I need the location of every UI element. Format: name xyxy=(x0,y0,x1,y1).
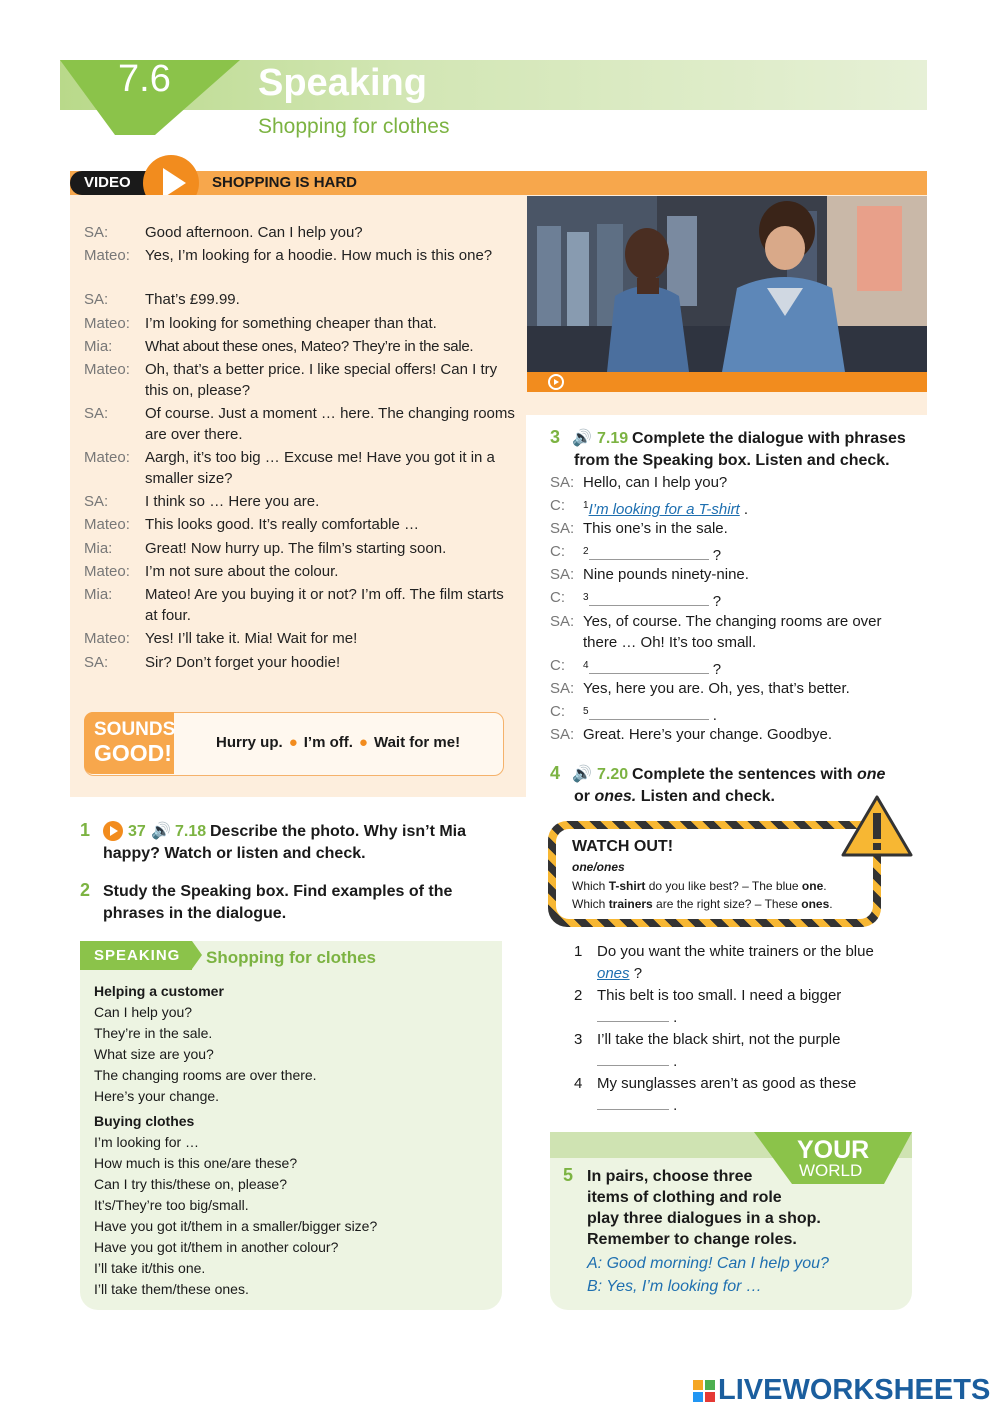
instruction-part: Listen and check. xyxy=(636,788,775,805)
text-part: ones xyxy=(801,897,830,911)
example-line: B: Yes, I’m looking for … xyxy=(587,1278,762,1295)
exercise-number: 4 xyxy=(550,763,561,783)
speaker: Mateo: xyxy=(84,247,130,264)
video-still-photo[interactable] xyxy=(527,196,927,372)
instruction-part: Complete the sentences with xyxy=(632,766,857,783)
instruction-part: one xyxy=(856,766,886,783)
audio-track[interactable]: 7.20 xyxy=(597,766,629,783)
audio-track[interactable]: 7.18 xyxy=(175,823,207,840)
line-text: Of course. Just a moment … here. The changing rooms are over there. xyxy=(145,405,515,443)
speaker: Mia: xyxy=(84,586,113,603)
dialogue-line xyxy=(550,564,749,585)
exercise-instruction: from the Speaking box. Listen and check. xyxy=(574,452,890,469)
audio-track[interactable]: 7.19 xyxy=(597,430,629,447)
dialogue-line xyxy=(84,628,514,649)
punctuation: ? xyxy=(712,661,722,678)
speaker: C: xyxy=(550,497,565,514)
section-heading: Buying clothes xyxy=(94,1113,195,1129)
answer-field[interactable] xyxy=(597,1007,669,1022)
speaker: C: xyxy=(550,543,565,560)
video-label: VIDEO xyxy=(84,174,131,191)
line-text: I think so … Here you are. xyxy=(145,493,320,510)
dialogue-line xyxy=(84,514,514,535)
dialogue-line xyxy=(84,538,514,559)
answer-field[interactable] xyxy=(589,545,709,560)
text-part: are the right size? – These xyxy=(652,897,802,911)
phrase-item: It’s/They’re too big/small. xyxy=(94,1197,249,1213)
line-text: This looks good. It’s really comfortable … xyxy=(145,516,420,533)
dialogue-line xyxy=(550,611,882,653)
line-text: there … Oh! It’s too small. xyxy=(583,634,757,651)
line-text: Great! Now hurry up. The film’s starting soon. xyxy=(145,540,447,557)
exercise-number: 1 xyxy=(80,820,91,840)
phrase-item: How much is this one/are these? xyxy=(94,1155,298,1171)
exercise-instruction: Describe the photo. Why isn’t Mia xyxy=(210,823,467,840)
item-text: Do you want the white trainers or the blue xyxy=(597,943,874,960)
dialogue-line xyxy=(550,724,832,745)
line-text: Good afternoon. Can I help you? xyxy=(145,224,363,241)
dialogue-line xyxy=(550,472,727,493)
dialogue-line xyxy=(550,541,721,566)
line-text: Yes! I’ll take it. Mia! Wait for me! xyxy=(145,630,358,647)
phrase-item: The changing rooms are over there. xyxy=(94,1067,317,1083)
text-part: trainers xyxy=(608,897,653,911)
speaker: Mateo: xyxy=(84,315,130,332)
line-text: Great. Here’s your change. Goodbye. xyxy=(583,726,833,743)
item-number: 1 xyxy=(574,943,583,960)
speaker: Mia: xyxy=(84,338,113,355)
sounds-good-phrases xyxy=(216,734,460,751)
item-number: 2 xyxy=(574,987,583,1004)
line-text: I’m not sure about the colour. xyxy=(145,563,339,580)
speaker: C: xyxy=(550,589,565,606)
phrase-item: Have you got it/them in another colour? xyxy=(94,1239,339,1255)
exercise-number: 5 xyxy=(563,1165,574,1185)
speaker: SA: xyxy=(84,405,109,422)
watch-out-title: WATCH OUT! xyxy=(572,838,674,855)
punctuation: . xyxy=(673,1053,678,1070)
video-title: SHOPPING IS HARD xyxy=(212,174,358,191)
phrase: Hurry up. xyxy=(216,734,283,751)
speaker: SA: xyxy=(550,726,575,743)
exercise-instruction: happy? Watch or listen and check. xyxy=(103,845,366,862)
speaker: Mateo: xyxy=(84,449,130,466)
line-text: Yes, here you are. Oh, yes, that’s better. xyxy=(583,680,850,697)
phrase-item: Can I try this/these on, please? xyxy=(94,1176,287,1192)
dialogue-line xyxy=(84,447,514,489)
phrase-item: I’ll take it/this one. xyxy=(94,1260,206,1276)
speaking-tag-arrow xyxy=(192,941,202,969)
play-triangle-icon xyxy=(550,376,562,388)
play-icon[interactable] xyxy=(548,374,564,390)
dialogue-line xyxy=(84,584,514,626)
exercise-instruction: Remember to change roles. xyxy=(587,1231,797,1248)
line-text: I’m looking for something cheaper than that. xyxy=(145,315,437,332)
exercise-item xyxy=(574,1029,914,1073)
liveworksheets-logo-icon xyxy=(693,1380,715,1402)
dialogue-line xyxy=(84,313,514,334)
punctuation: . xyxy=(673,1097,678,1114)
bullet-icon: ● xyxy=(288,734,298,751)
line-text: Mateo! Are you buying it or not? I’m off. The film starts at four. xyxy=(145,586,504,624)
dialogue-line xyxy=(550,701,717,726)
exercise-item xyxy=(574,1073,914,1117)
your-world-word1: YOUR xyxy=(797,1136,870,1164)
line-text: Yes, I’m looking for a hoodie. How much is this one? xyxy=(145,247,493,264)
text-part: Which xyxy=(572,879,609,893)
sounds-good-word2: GOOD! xyxy=(94,740,172,766)
dialogue-line xyxy=(84,222,514,243)
exercise-instruction xyxy=(632,764,885,785)
line-text: That’s £99.99. xyxy=(145,291,240,308)
line-text: This one’s in the sale. xyxy=(583,520,728,537)
video-progress-bar[interactable] xyxy=(527,372,927,392)
instruction-part: or xyxy=(574,788,595,805)
item-text: My sunglasses aren’t as good as these xyxy=(597,1075,857,1092)
phrase-item: I’ll take them/these ones. xyxy=(94,1281,249,1297)
gap-number: 2 xyxy=(583,546,589,557)
phrase-item: Have you got it/them in a smaller/bigger size? xyxy=(94,1218,378,1234)
phrase: I’m off. xyxy=(303,734,353,751)
text-part: Which xyxy=(572,897,609,911)
lesson-title: Speaking xyxy=(258,62,427,104)
punctuation: ? xyxy=(712,547,722,564)
watch-out-subtitle: one/ones xyxy=(572,860,625,874)
lesson-number: 7.6 xyxy=(118,58,171,100)
line-text: Hello, can I help you? xyxy=(583,474,728,491)
answer-field[interactable] xyxy=(589,705,709,720)
speaker: Mia: xyxy=(84,540,113,557)
speaker: SA: xyxy=(84,224,109,241)
gap-number: 5 xyxy=(583,706,589,717)
item-text: I’ll take the black shirt, not the purple xyxy=(597,1031,841,1048)
shop-photo-illustration xyxy=(527,196,927,372)
speaker: SA: xyxy=(550,520,575,537)
punctuation: ? xyxy=(633,965,643,982)
speaker: SA: xyxy=(550,566,575,583)
line-text: Aargh, it’s too big … Excuse me! Have you got it in a smaller size? xyxy=(145,449,495,487)
punctuation: . xyxy=(673,1009,678,1026)
lesson-subtitle: Shopping for clothes xyxy=(258,115,450,138)
exercise-number: 2 xyxy=(80,880,91,900)
text-part: do you like best? – The blue xyxy=(645,879,802,893)
dialogue-line xyxy=(550,655,721,680)
speaking-title: Shopping for clothes xyxy=(206,948,376,967)
dialogue-line xyxy=(84,652,514,673)
line-text: Nine pounds ninety-nine. xyxy=(583,566,749,583)
answer-field[interactable] xyxy=(597,1095,669,1110)
speaker: SA: xyxy=(84,493,109,510)
gap-number: 1 xyxy=(583,500,589,511)
watch-out-example: Which T-shirt do you like best? – The blue one. xyxy=(572,879,827,893)
exercise-instruction: items of clothing and role xyxy=(587,1189,782,1206)
dialogue-line xyxy=(550,587,721,612)
bullet-icon: ● xyxy=(358,734,368,751)
dialogue-line xyxy=(84,403,514,445)
dialogue-line xyxy=(84,561,514,582)
item-number: 4 xyxy=(574,1075,583,1092)
item-number: 3 xyxy=(574,1031,583,1048)
exercise-instruction: Study the Speaking box. Find examples of the xyxy=(103,883,453,900)
your-world-word2: WORLD xyxy=(799,1161,863,1180)
warning-icon xyxy=(840,793,914,859)
phrase: Wait for me! xyxy=(373,734,461,751)
instruction-part: ones. xyxy=(594,788,637,805)
phrase-item: I’m looking for … xyxy=(94,1134,200,1150)
exercise-item xyxy=(574,941,914,985)
punctuation: ? xyxy=(712,593,722,610)
exercise-item xyxy=(574,985,914,1029)
item-text: This belt is too small. I need a bigger xyxy=(597,987,842,1004)
text-part: one xyxy=(801,879,824,893)
text-part: T-shirt xyxy=(608,879,646,893)
line-text: Oh, that’s a better price. I like special offers! Can I try this on, please? xyxy=(145,361,498,399)
dialogue-line xyxy=(550,495,748,520)
speaker: SA: xyxy=(550,474,575,491)
example-line: A: Good morning! Can I help you? xyxy=(587,1255,829,1272)
play-icon xyxy=(103,821,123,841)
speaker: Mateo: xyxy=(84,563,130,580)
dialogue-line xyxy=(84,491,514,512)
dialogue-line xyxy=(84,245,514,266)
exercise-instruction: play three dialogues in a shop. xyxy=(587,1210,821,1227)
speaking-label: SPEAKING xyxy=(94,947,181,964)
line-text: Sir? Don’t forget your hoodie! xyxy=(145,654,341,671)
liveworksheets-brand[interactable]: LIVEWORKSHEETS xyxy=(718,1374,991,1406)
audio-icon[interactable]: 🔊 xyxy=(572,430,592,447)
exercise-instruction: Complete the dialogue with phrases xyxy=(632,430,906,447)
exercise-instruction xyxy=(574,786,775,807)
answer-field[interactable]: ones xyxy=(597,965,630,982)
answer-field[interactable] xyxy=(589,591,709,606)
phrase-item: What size are you? xyxy=(94,1046,214,1062)
speaker: C: xyxy=(550,657,565,674)
speaker: C: xyxy=(550,703,565,720)
speaker: SA: xyxy=(550,680,575,697)
section-heading: Helping a customer xyxy=(94,983,224,999)
dialogue-line xyxy=(550,518,728,539)
phrase-item: Can I help you? xyxy=(94,1004,193,1020)
speaker: Mateo: xyxy=(84,630,130,647)
speaker: Mateo: xyxy=(84,361,130,378)
audio-icon[interactable]: 🔊 xyxy=(151,823,171,840)
exercise-instruction: phrases in the dialogue. xyxy=(103,905,287,922)
answer-field[interactable] xyxy=(589,659,709,674)
watch-out-example: Which trainers are the right size? – These ones. xyxy=(572,897,833,911)
dialogue-line xyxy=(84,289,514,310)
video-number: 37 xyxy=(128,823,146,840)
answer-field[interactable]: I’m looking for a T-shirt xyxy=(588,501,740,518)
speaker: Mateo: xyxy=(84,516,130,533)
line-text: Yes, of course. The changing rooms are over xyxy=(583,613,882,630)
gap-number: 3 xyxy=(583,592,589,603)
video-button[interactable] xyxy=(103,821,123,841)
punctuation: . xyxy=(712,707,717,724)
answer-field[interactable] xyxy=(597,1051,669,1066)
speaker: SA: xyxy=(84,654,109,671)
gap-number: 4 xyxy=(583,660,589,671)
speaker: SA: xyxy=(550,613,575,630)
dialogue-line xyxy=(550,678,850,699)
exercise-instruction: In pairs, choose three xyxy=(587,1168,753,1185)
phrase-item: They’re in the sale. xyxy=(94,1025,213,1041)
punctuation: . xyxy=(743,501,749,518)
sounds-good-word1: SOUNDS xyxy=(94,719,176,740)
phrase-item: Here’s your change. xyxy=(94,1088,220,1104)
exercise-number: 3 xyxy=(550,427,561,447)
dialogue-line xyxy=(84,336,514,357)
audio-icon[interactable]: 🔊 xyxy=(572,766,592,783)
dialogue-line xyxy=(84,359,514,401)
speaker: SA: xyxy=(84,291,109,308)
line-text: What about these ones, Mateo? They’re in the sale. xyxy=(145,338,474,355)
